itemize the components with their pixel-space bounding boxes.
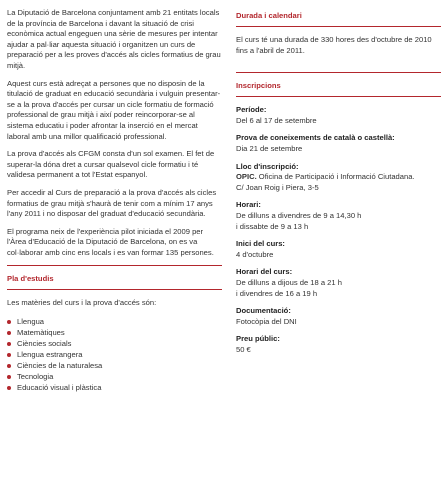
- course-hours: Horari del curs: De dilluns a dijous de 18 a 21 h i divendres de 16 a 19 h: [236, 267, 342, 298]
- bullet-icon: [7, 342, 11, 346]
- intro-paragraph-4: Per accedir al Curs de preparació a la prova d'accés als cicles formatius de grau mitjà s'haurà de tenir com a mínim 17 anys l'any 2011 i no disposar del graduat d'educació secundària.: [7, 187, 217, 219]
- bullet-icon: [7, 320, 11, 324]
- course-start: Inici del curs: 4 d'octubre: [236, 239, 285, 259]
- registration-place: Lloc d'inscripció: OPIC. Oficina de Participació i Informació Ciutadana. C/ Joan Roig i Piera, 3-5: [236, 161, 415, 192]
- registration-heading: Inscripcions: [236, 81, 281, 91]
- study-plan-heading: Pla d'estudis: [7, 274, 54, 284]
- bullet-icon: [7, 331, 11, 335]
- bullet-icon: [7, 386, 11, 390]
- language-test: Prova de coneixements de català o castellà: Dia 21 de setembre: [236, 133, 395, 153]
- section-divider: [7, 289, 222, 290]
- subject-item: Ciències socials: [7, 338, 222, 349]
- left-column: [7, 8, 222, 393]
- subject-list: [7, 316, 222, 393]
- subject-item: Tecnologia: [7, 371, 222, 382]
- section-divider: [236, 26, 441, 27]
- duration-text: El curs té una durada de 330 hores des d'octubre de 2010 fins a l'abril de 2011.: [236, 35, 432, 55]
- section-divider: [7, 265, 222, 266]
- right-column: [236, 11, 441, 362]
- subject-item: Llengua estrangera: [7, 349, 222, 360]
- section-divider: [236, 72, 441, 73]
- duration-heading: Durada i calendari: [236, 11, 302, 20]
- required-documents: Documentació: Fotocòpia del DNI: [236, 306, 297, 326]
- bullet-icon: [7, 375, 11, 379]
- bullet-icon: [7, 364, 11, 368]
- subject-item: Educació visual i plàstica: [7, 382, 222, 393]
- intro-paragraph-5: El programa neix de l'experiència pilot iniciada el 2009 per l'Àrea d'Educació de la Diputació de Barcelona, on es va col·laborar amb cinc ens locals i es van formar 135 persones.: [7, 226, 214, 257]
- section-divider: [236, 96, 441, 97]
- intro-paragraph-1: La Diputació de Barcelona conjuntament amb 21 entitats locals de la província de Barcelona i davant la situació de crisi econòmica actual engeguen una sèrie de mesures per intentar ajudar a pal·liar aquesta situació i organitzen un curs de preparació per a les proves d'accés als cicles formatius de grau mitjà.: [7, 8, 221, 70]
- intro-paragraph-2: Aquest curs està adreçat a persones que no disposin de la titulació de graduat en educació secundària i vulguin presentar-se a la prova d'accés per cursar un cicle formatiu de formació professional de grau mitjà i així poder reincorporar-se al sistema educatiu i poder afrontar la inserció en el mercat laboral amb una millor qualificació professional.: [7, 78, 221, 141]
- study-plan-intro: Les matèries del curs i la prova d'accés són:: [7, 298, 157, 308]
- office-hours: Horari: De dilluns a divendres de 9 a 14,30 h i dissabte de 9 a 13 h: [236, 200, 362, 231]
- public-price: Preu públic: 50 €: [236, 334, 280, 354]
- registration-period: Període: Del 6 al 17 de setembre: [236, 105, 317, 125]
- subject-item: Ciències de la naturalesa: [7, 360, 222, 371]
- subject-item: Llengua: [7, 316, 222, 327]
- subject-item: Matemàtiques: [7, 327, 222, 338]
- intro-paragraph-3: La prova d'accés als CFGM consta d'un sol examen. El fet de superar-la dóna dret a cursar qualsevol cicle formatiu i té validesa permanent a tot l'Estat espanyol.: [7, 149, 215, 180]
- bullet-icon: [7, 353, 11, 357]
